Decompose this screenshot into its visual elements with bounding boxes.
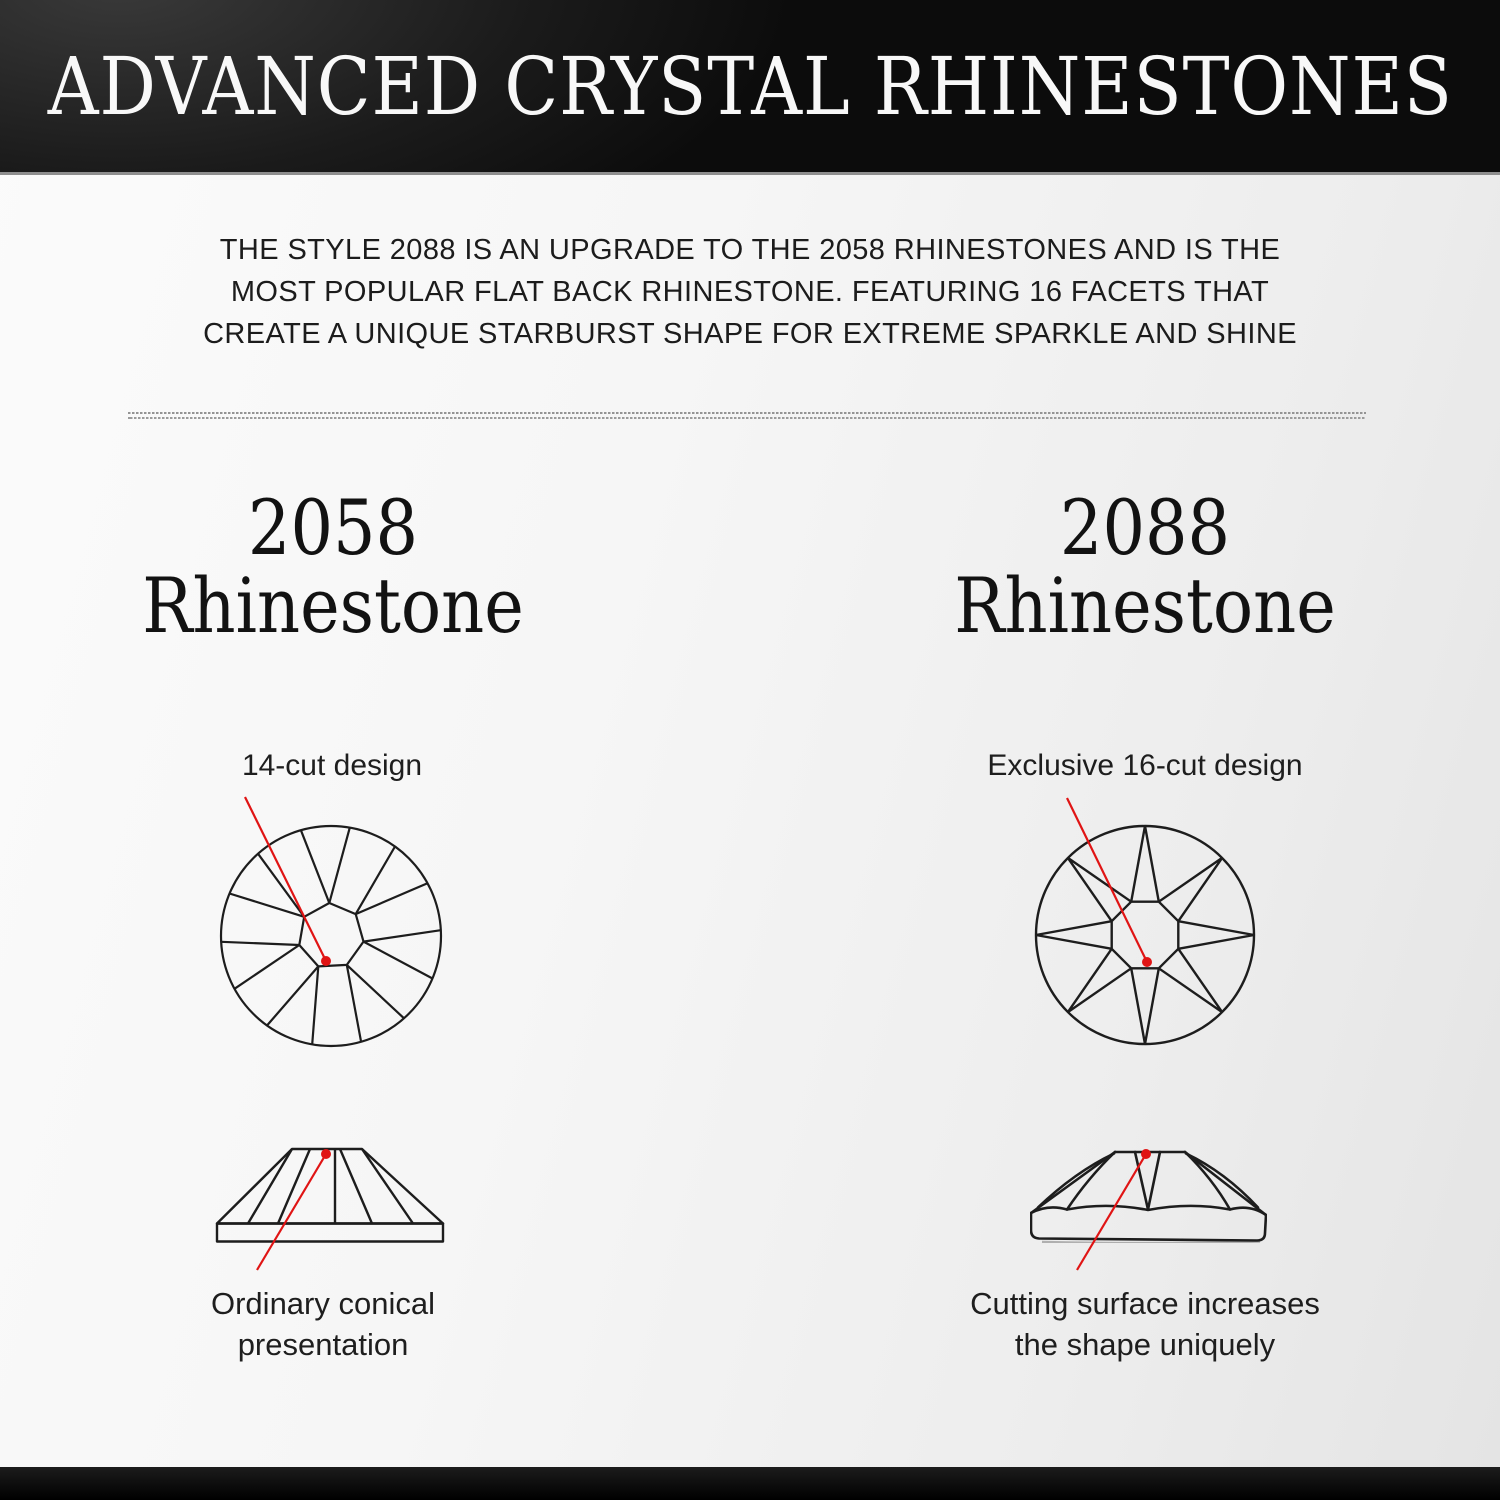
rhinestone-2088-top-view-diagram [1025,815,1265,1055]
profile-label-2088-line-1: Cutting surface increases [970,1286,1320,1321]
rhinestone-2058-side-view-diagram [215,1146,445,1244]
sideview-2058-lines [217,1149,443,1242]
model-type-2088: Rhinestone [954,561,1336,650]
model-number-2088: 2088 [1059,483,1231,572]
topview-2058-lines [221,826,441,1046]
rhinestone-2058-top-view-diagram [211,816,451,1056]
profile-label-2088 [915,1283,1375,1365]
page-title: ADVANCED CRYSTAL RHINESTONES [47,39,1453,133]
model-type-2058: Rhinestone [142,561,524,650]
sideview-2088-shadow [1042,1242,1260,1244]
sideview-2088-lines [1031,1152,1266,1241]
profile-label-2058 [123,1283,523,1365]
dotted-divider [128,412,1366,419]
intro-line-2: MOST POPULAR FLAT BACK RHINESTONE. FEATURING 16 FACETS THAT [230,276,1270,308]
profile-label-2058-line-2: presentation [237,1327,409,1362]
model-number-2058: 2058 [247,483,419,572]
heading-2058 [113,483,553,650]
rhinestone-2088-side-view-diagram [1030,1146,1267,1243]
topview-2088-lines [1036,826,1254,1044]
intro-paragraph [0,229,1500,355]
intro-line-3: CREATE A UNIQUE STARBURST SHAPE FOR EXTREME SPARKLE AND SHINE [203,318,1297,350]
profile-label-2058-line-1: Ordinary conical [211,1286,435,1321]
cut-label-2058: 14-cut design [241,749,423,782]
footer-band [0,1467,1500,1500]
header-band [0,0,1500,175]
profile-label-2088-line-2: the shape uniquely [1014,1327,1276,1362]
heading-2088 [925,483,1365,650]
intro-line-1: THE STYLE 2088 IS AN UPGRADE TO THE 2058 RHINESTONES AND IS THE [219,234,1281,266]
cut-label-2088: Exclusive 16-cut design [987,749,1303,782]
